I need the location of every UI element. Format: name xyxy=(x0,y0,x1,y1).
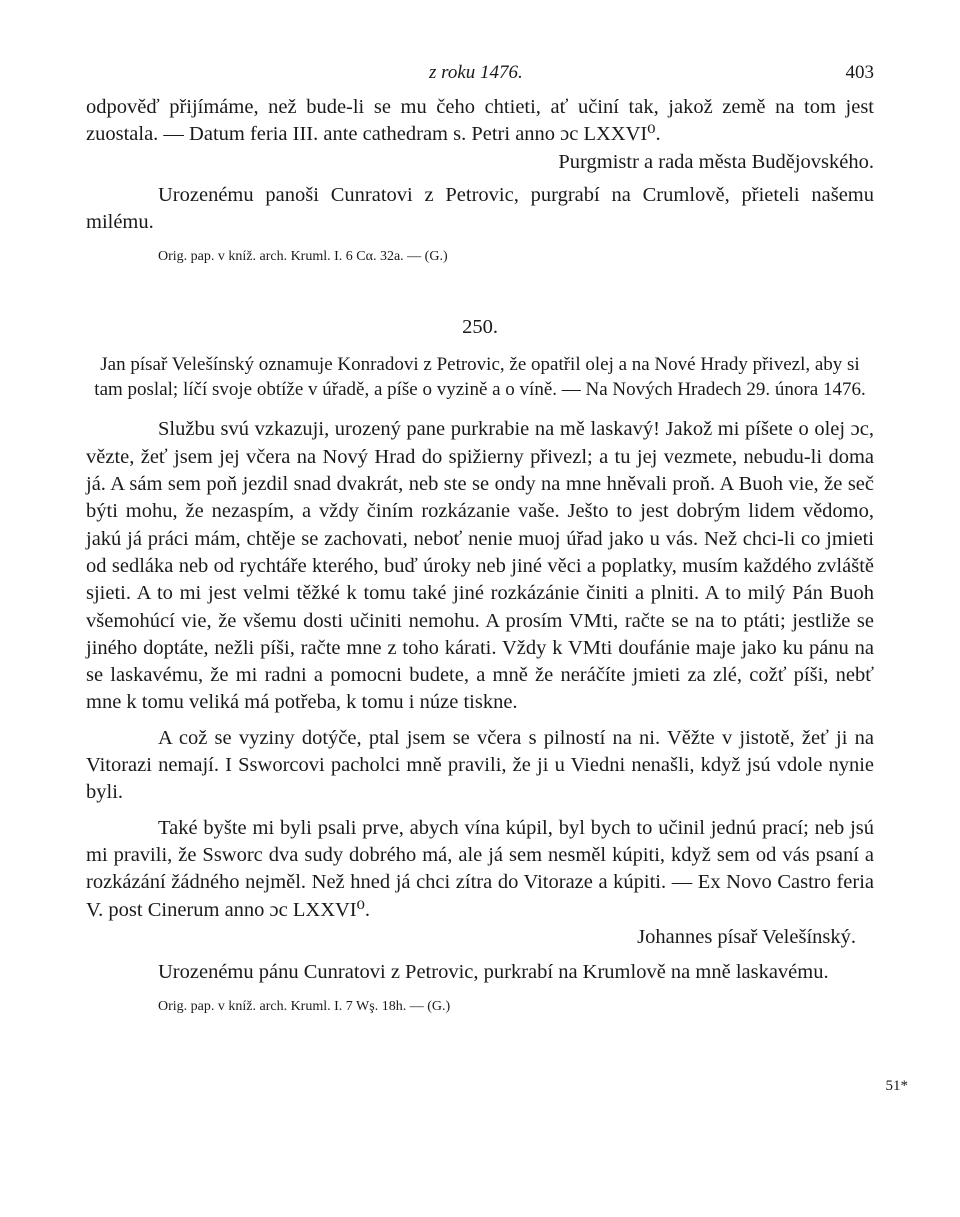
running-title: z roku 1476. xyxy=(429,62,523,83)
doc250-paragraph-2: A což se vyziny dotýče, ptal jsem se včera s pilností na ni. Věžte v jistotě, žeť ji na Vitorazi nemají. I Ssworcovi pacholci mně pravili, že ji u Viedni nenašli, když jsú vdole nynie byli. xyxy=(86,726,874,804)
doc250-source-note: Orig. pap. v kníž. arch. Kruml. I. 7 Wş. 18h. — (G.) xyxy=(158,999,451,1015)
page-header xyxy=(86,56,874,86)
doc249-address: Urozenému panoši Cunratovi z Petrovic, purgrabí na Crumlově, přieteli našemu milému. xyxy=(86,183,874,234)
page-number: 403 xyxy=(845,62,874,83)
doc249-source-note: Orig. pap. v kníž. arch. Kruml. I. 6 Cα. 32a. — (G.) xyxy=(158,249,448,265)
doc250-number: 250. xyxy=(462,316,498,339)
doc250-signatory: Johannes písař Velešínský. xyxy=(637,925,856,948)
signature-mark: 51* xyxy=(885,1078,908,1094)
doc249-signatory: Purgmistr a rada města Budějovského. xyxy=(558,150,874,173)
doc250-regest: Jan písař Velešínský oznamuje Konradovi z Petrovic, že opatřil olej a na Nové Hrady přivezl, aby si tam poslal; líčí svoje obtíže v úřadě, a píše o vyzině a o víně. — Na Nových Hradech 29. února 1476. xyxy=(94,354,866,400)
doc249-text: odpověď přijímáme, než bude-li se mu čeho chtieti, ať učiní tak, jakož země na tom jest zuostala. — Datum feria III. ante cathedram s. Petri anno ɔc LXXVI⁰. xyxy=(86,96,874,146)
doc250-paragraph-3: Také byšte mi byli psali prve, abych vína kúpil, byl bych to učinil jednú prací; neb jsú mi pravili, že Ssworc dva sudy dobrého má, ale já sem nesměl kúpiti, když sem od vás psaní a rozkázání žádného nejměl. Než hned já chci zítra do Vitoraze a kúpiti. — Ex Novo Castro feria V. post Cinerum anno ɔc LXXVI⁰. xyxy=(86,816,874,921)
document-page xyxy=(86,56,874,1016)
doc250-paragraph-1: Službu svú vzkazuji, urozený pane purkrabie na mě laskavý! Jakož mi píšete o olej ɔc, vězte, žeť jsem jej včera na Nový Hrad do spižierny přivezl; a tu jej vezmete, nebudu-li doma já. A sám sem poň jezdil snad dvakrát, neb ste se ondy na mne hněvali proň. A Buoh vie, že seč býti mohu, že nezaspím, a vždy činím rozkázanie vaše. Ješto to jest dobrým lidem vědomo, jakú já práci mám, chtěje se zachovati, neboť nenie muoj úřad jako u vás. Než chci-li co jmieti od sedláka neb od rychtáře kterého, buď úroky neb jiné věci a poplatky, musím každého zvláště sjieti. A to mi jest velmi těžké k tomu také jiné rozkázánie činiti a plniti. A to milý Pán Buoh všemohúcí vie, že všemu dosti učiniti nemohu. A prosím VMti, račte se na to ptáti; jestliže se jiného doptáte, nežli píši, račte mne z toho kárati. Vždy k VMti doufánie maje jako ku pánu na se laskavému, že mi radni a pomocni budete, a mně že neráčíte jmieti za zlé, cožť píši, nebť mne k tomu veliká má potřeba, k tomu i núze tiskne. xyxy=(86,418,874,714)
doc250-address: Urozenému pánu Cunratovi z Petrovic, purkrabí na Krumlově na mně laskavému. xyxy=(158,961,829,984)
